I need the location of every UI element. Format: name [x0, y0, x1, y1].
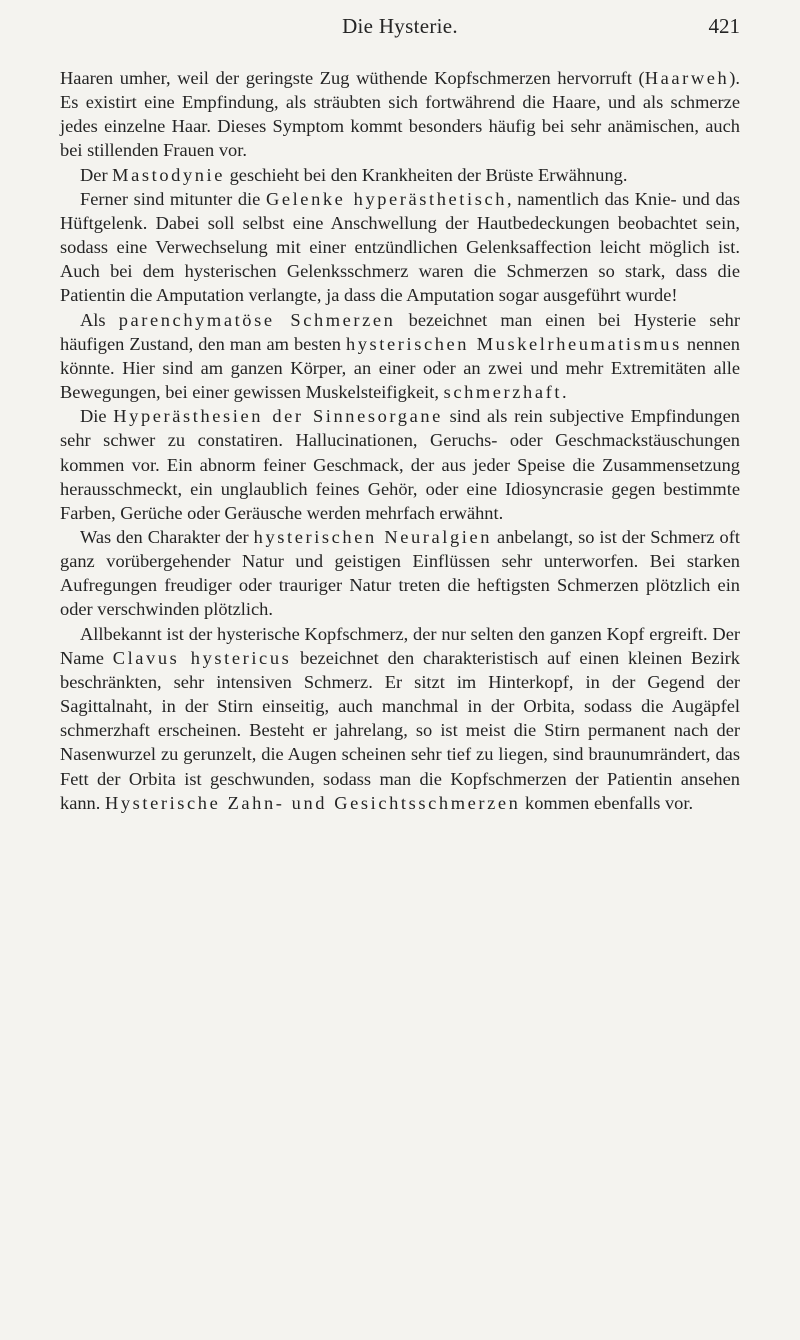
paragraph — [60, 187, 740, 308]
text-run: . — [562, 382, 567, 403]
paragraph — [60, 308, 740, 405]
emphasized-term: Mastodynie — [112, 164, 226, 185]
paragraph — [60, 525, 740, 622]
text-run: anbelangt, so ist der Schmerz oft ganz vorübergehender Natur und geistigen Einflüssen sehr unterworfen. Bei starken Aufregungen freudiger oder trauriger Natur treten die heftigsten Schmerzen plötzlich ein oder verschwinden plötzlich. — [60, 526, 740, 620]
emphasized-term: Haarweh — [644, 68, 730, 88]
text-run: nennen könnte. Hier sind am ganzen Körper, an einer oder an zwei und mehr Extremitäten alle Bewegungen, bei einer gewissen Muskelsteifigkeit, — [60, 333, 740, 403]
emphasized-term: Clavus hystericus — [112, 647, 292, 668]
emphasized-term: schmerzhaft — [443, 382, 563, 403]
text-run: kommen ebenfalls vor. — [520, 792, 694, 813]
emphasized-term: Hysterische Zahn- und Gesichtsschmerzen — [104, 792, 521, 813]
text-run: Ferner sind mitunter die — [80, 188, 266, 209]
paragraph — [60, 622, 740, 815]
text-run: Die — [80, 406, 114, 427]
paragraph — [60, 163, 740, 187]
text-run: Was den Charakter der — [80, 526, 254, 547]
paragraph — [60, 66, 740, 163]
text-run: bezeichnet man einen bei Hysterie sehr häufigen Zustand, den man am besten — [60, 309, 740, 354]
body-text — [60, 66, 740, 815]
running-head — [60, 14, 740, 44]
text-run: Der — [80, 164, 113, 185]
emphasized-term: hysterischen Neuralgien — [253, 526, 493, 547]
emphasized-term: Hyperästhesien der Sinnesorgane — [113, 406, 443, 427]
paragraph — [60, 404, 740, 525]
text-run: , namentlich das Knie- und das Hüftgelenk. Dabei soll selbst eine Anschwellung der Hautbedeckungen beobachtet sein, sodass eine Verwechselung mit einer entzündlichen Gelenksaffection leicht möglich ist. Auch bei dem hysterischen Gelenksschmerz waren die Schmerzen so stark, dass die Patientin die Amputation verlangte, ja dass die Amputation sogar ausgeführt wurde! — [60, 188, 740, 306]
text-run: Als — [80, 309, 119, 330]
page-number: 421 — [708, 14, 740, 38]
running-title: Die Hysterie. — [342, 14, 458, 38]
text-run: geschieht bei den Krankheiten der Brüste Erwähnung. — [225, 164, 628, 185]
text-run: bezeichnet den charakteristisch auf einen kleinen Bezirk beschränkten, sehr intensiven Schmerz. Er sitzt im Hinterkopf, in der Gegend der Sagittalnaht, in der Stirn einseitig, auch manchmal in der Orbita, sodass die Augäpfel schmerzhaft erscheinen. Besteht er jahrelang, so ist meist die Stirn permanent nach der Nasenwurzel zu gerunzelt, die Augen scheinen sehr tief zu liegen, sind braunumrändert, das Fett der Orbita ist geschwunden, sodass man die Kopfschmerzen der Patientin ansehen kann. — [60, 647, 740, 813]
text-run: Allbekannt ist der hysterische Kopfschmerz, der nur selten den ganzen Kopf ergreift. Der Name — [60, 623, 740, 668]
emphasized-term: Gelenke hyperästhetisch — [265, 188, 508, 209]
emphasized-term: parenchymatöse Schmerzen — [118, 309, 396, 330]
text-run: Haaren umher, weil der geringste Zug wüthende Kopfschmerzen hervorruft ( — [60, 68, 645, 88]
text-run: sind als rein subjective Empfindungen sehr schwer zu constatiren. Hallucinationen, Geruchs- oder Geschmackstäuschungen kommen vor. Ein abnorm feiner Geschmack, der aus jeder Speise die Zusammensetzung herausschmeckt, ein unglaublich feines Gehör, oder eine Idiosyncrasie gegen bestimmte Farben, Gerüche oder Geräusche werden mehrfach erwähnt. — [60, 406, 740, 523]
emphasized-term: hysterischen Muskelrheumatismus — [345, 333, 682, 354]
text-run: ). Es existirt eine Empfindung, als sträubten sich fortwährend die Haare, und als schmerze jedes einzelne Haar. Dieses Symptom kommt besonders häufig bei sehr anämischen, auch bei stillenden Frauen vor. — [60, 68, 740, 161]
